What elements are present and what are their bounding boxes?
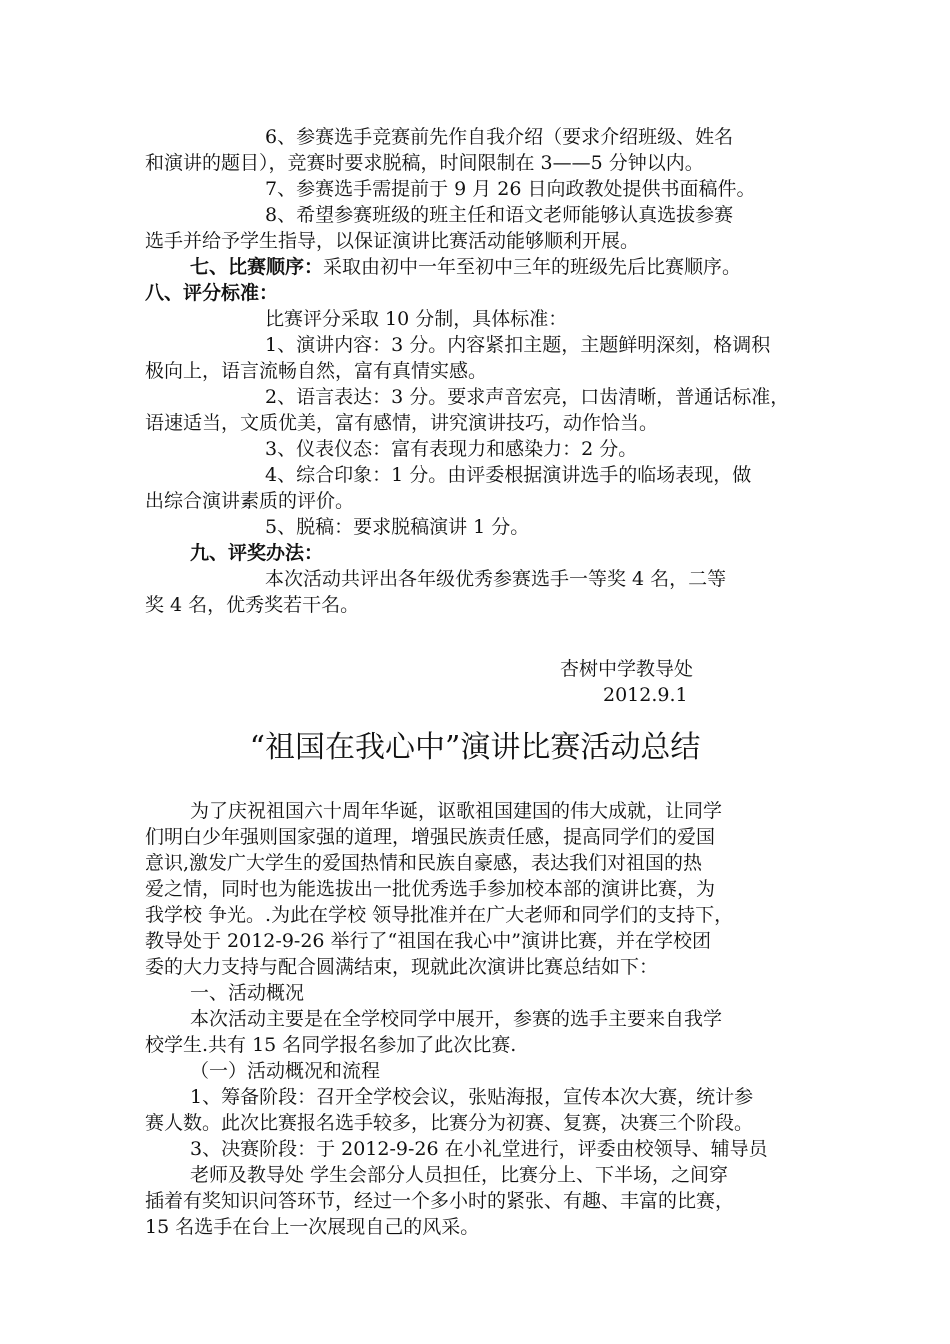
criteria-2-line-1: 2、语言表达：3 分。要求声音宏亮，口齿清晰，普通话标准， — [265, 386, 790, 408]
rule-6-line-2: 和演讲的题目），竞赛时要求脱稿，时间限制在 3——5 分钟以内。 — [145, 152, 704, 174]
intro-line-4: 爱之情，同时也为能选拔出一批优秀选手参加校本部的演讲比赛，为 — [145, 878, 716, 900]
rule-7: 7、参赛选手需提前于 9 月 26 日向政教处提供书面稿件。 — [265, 178, 756, 200]
signature-date: 2012.9.1 — [603, 684, 688, 706]
process-line-1: 1、筹备阶段：召开全学校会议，张贴海报，宣传本次大赛，统计参 — [190, 1086, 754, 1108]
awards-line-1: 本次活动共评出各年级优秀参赛选手一等奖 4 名，二等 — [265, 568, 727, 590]
process-line-6: 15 名选手在台上一次展现自己的风采。 — [145, 1216, 480, 1238]
criteria-2-line-2: 语速适当，文质优美，富有感情，讲究演讲技巧，动作恰当。 — [145, 412, 659, 434]
process-line-2: 赛人数。此次比赛报名选手较多，比赛分为初赛、复赛，决赛三个阶段。 — [145, 1112, 754, 1134]
rule-8-line-2: 选手并给予学生指导，以保证演讲比赛活动能够顺利开展。 — [145, 230, 640, 252]
criteria-3: 3、仪表仪态：富有表现力和感染力：2 分。 — [265, 438, 638, 460]
awards-line-2: 奖 4 名，优秀奖若干名。 — [145, 594, 360, 616]
intro-line-6: 教导处于 2012-9-26 举行了“祖国在我心中”演讲比赛，并在学校团 — [145, 930, 711, 952]
criteria-intro: 比赛评分采取 10 分制，具体标准： — [265, 308, 568, 330]
section-8-heading: 八、评分标准： — [145, 282, 279, 304]
page-title: “祖国在我心中”演讲比赛活动总结 — [249, 730, 701, 765]
process-line-4: 老师及教导处 学生会部分人员担任，比赛分上、下半场，之间穿 — [190, 1164, 729, 1186]
rule-6-line-1: 6、参赛选手竞赛前先作自我介绍（要求介绍班级、姓名 — [265, 126, 734, 148]
section-7 — [190, 254, 825, 280]
overview-line-1: 本次活动主要是在全学校同学中展开，参赛的选手主要来自我学 — [190, 1008, 723, 1030]
section-7-text: 采取由初中一年至初中三年的班级先后比赛顺序。 — [323, 256, 742, 278]
intro-line-1: 为了庆祝祖国六十周年华诞，讴歌祖国建国的伟大成就，让同学 — [190, 800, 723, 822]
criteria-4-line-1: 4、综合印象：1 分。由评委根据演讲选手的临场表现，做 — [265, 464, 752, 486]
criteria-5: 5、脱稿：要求脱稿演讲 1 分。 — [265, 516, 530, 538]
criteria-1-line-1: 1、演讲内容：3 分。内容紧扣主题，主题鲜明深刻，格调积 — [265, 334, 771, 356]
criteria-4-line-2: 出综合演讲素质的评价。 — [145, 490, 355, 512]
intro-line-3: 意识,激发广大学生的爱国热情和民族自豪感，表达我们对祖国的热 — [145, 852, 703, 874]
heading-activity-overview: 一、活动概况 — [190, 982, 305, 1004]
intro-line-5: 我学校 争光。.为此在学校 领导批准并在广大老师和同学们的支持下， — [145, 904, 734, 926]
section-9-heading: 九、评奖办法： — [190, 542, 324, 564]
criteria-1-line-2: 极向上，语言流畅自然，富有真情实感。 — [145, 360, 488, 382]
intro-line-2: 们明白少年强则国家强的道理，增强民族责任感，提高同学们的爱国 — [145, 826, 716, 848]
intro-line-7: 委的大力支持与配合圆满结束，现就此次演讲比赛总结如下： — [145, 956, 659, 978]
process-line-3: 3、决赛阶段：于 2012-9-26 在小礼堂进行，评委由校领导、辅导员 — [190, 1138, 768, 1160]
overview-line-2: 校学生.共有 15 名同学报名参加了此次比赛. — [145, 1034, 517, 1056]
signature: 杏树中学教导处 — [560, 658, 694, 680]
section-7-heading: 七、比赛顺序： — [190, 256, 324, 278]
subheading-process: （一）活动概况和流程 — [190, 1060, 381, 1082]
rule-8-line-1: 8、希望参赛班级的班主任和语文老师能够认真选拔参赛 — [265, 204, 734, 226]
process-line-5: 插着有奖知识问答环节，经过一个多小时的紧张、有趣、丰富的比赛， — [145, 1190, 735, 1212]
